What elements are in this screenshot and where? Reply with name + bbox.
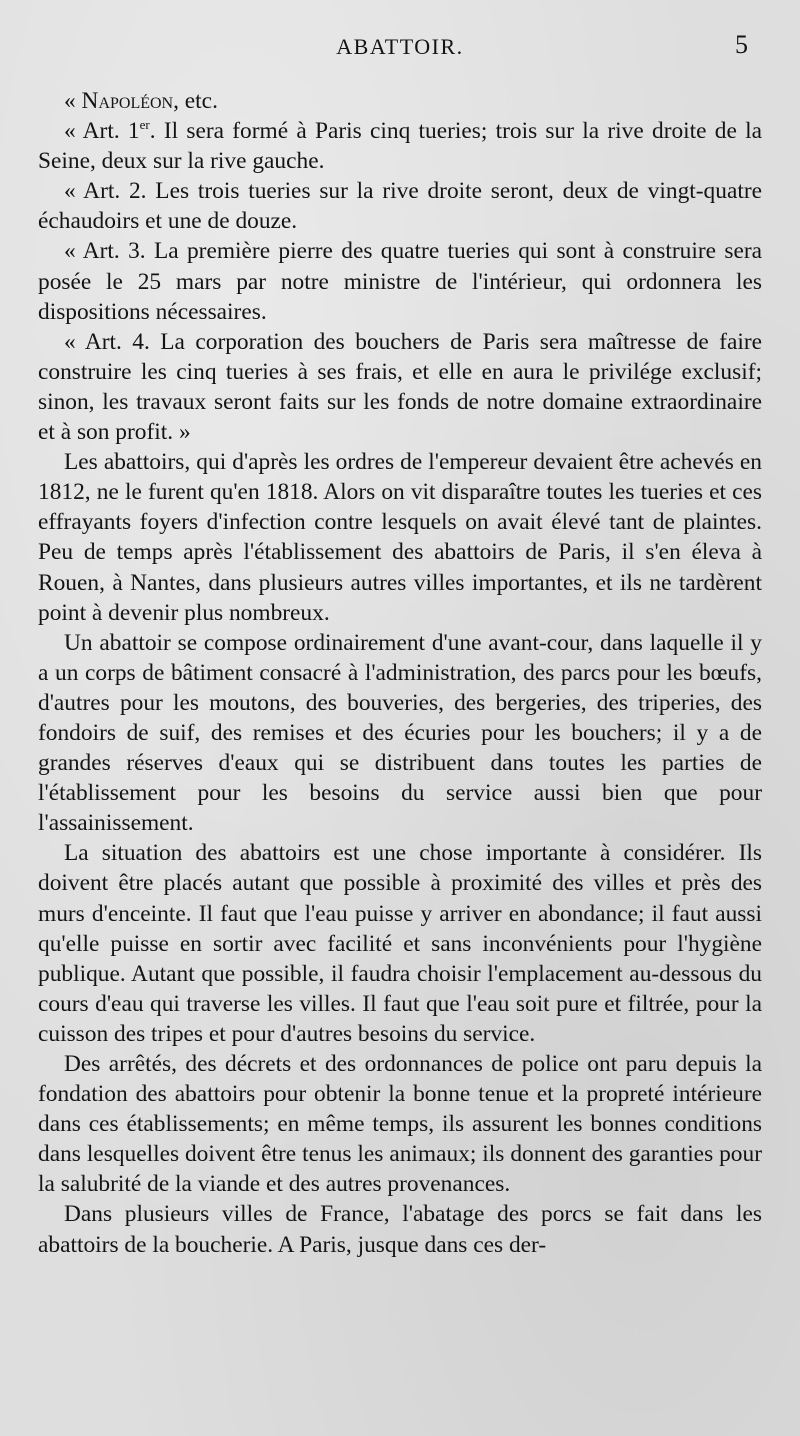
decree-signatory-line <box>38 86 762 116</box>
paragraph-police-ordinances: Des arrêtés, des décrets et des ordonnances de police ont paru depuis la fondation des abattoirs pour obtenir la bonne tenue et la propreté intérieure dans ces établissements; en même temps, ils assurent les bonnes conditions dans lesquelles doivent être tenus les animaux; ils donnent des garanties pour la salubrité de la viande et des autres provenances. <box>38 1051 762 1198</box>
decree-article-1 <box>38 116 762 176</box>
page-number: 5 <box>735 30 748 59</box>
decree-article-4: « Art. 4. La corporation des bouchers de Paris sera maîtresse de faire construire les cinq tueries à ses frais, et elle en aura le privilége exclusif; sinon, les travaux seront faits sur les fonds de notre domaine extraordinaire et à son profit. » <box>38 328 762 446</box>
article-1-prefix: « Art. 1 <box>64 118 140 145</box>
running-head <box>0 30 800 70</box>
paragraph-pork-slaughter: Dans plusieurs villes de France, l'abatage des porcs se fait dans les abattoirs de la boucherie. A Paris, jusque dans ces der- <box>38 1201 762 1258</box>
paragraph-abattoir-situation: La situation des abattoirs est une chose importante à considérer. Ils doivent être placés autant que possible à proximité des villes et près des murs d'enceinte. Il faut que l'eau puisse y arriver en abondance; il faut aussi qu'elle puisse en sortir avec facilité et sans inconvénients pour l'hygiène publique. Autant que possible, il faudra choisir l'emplacement au-dessous du cours d'eau qui traverse les villes. Il faut que l'eau soit pure et filtrée, pour la cuisson des tripes et pour d'autres besoins du service. <box>38 840 762 1047</box>
body-text <box>38 86 762 1260</box>
decree-article-2: « Art. 2. Les trois tueries sur la rive droite seront, deux de vingt-quatre échaudoirs et une de douze. <box>38 178 762 235</box>
opening-quote: « <box>64 88 82 114</box>
signatory-tail: , etc. <box>173 88 218 114</box>
signatory-name: Napoléon <box>81 88 174 114</box>
article-1-text: . Il sera formé à Paris cinq tueries; trois sur la rive droite de la Seine, deux sur la rive gauche. <box>38 118 762 175</box>
paragraph-abattoir-composition: Un abattoir se compose ordinairement d'une avant-cour, dans laquelle il y a un corps de bâtiment consacré à l'administration, des parcs pour les bœufs, d'autres pour les moutons, des bouveries, des bergeries, des triperies, des fondoirs de suif, des remises et des écuries pour les bouchers; il y a de grandes réserves d'eaux qui se distribuent dans toutes les parties de l'établissement pour les besoins du service aussi bien que pour l'assainissement. <box>38 629 762 837</box>
paragraph-abattoirs-history: Les abattoirs, qui d'après les ordres de l'empereur devaient être achevés en 1812, ne le furent qu'en 1818. Alors on vit disparaître toutes les tueries et ces effrayants foyers d'infection contre lesquels on avait élevé tant de plaintes. Peu de temps après l'établissement des abattoirs de Paris, il s'en éleva à Rouen, à Nantes, dans plusieurs autres villes importantes, et ils ne tardèrent point à devenir plus nombreux. <box>38 449 762 626</box>
running-title: ABATTOIR. <box>336 34 464 59</box>
article-1-ordinal: er <box>139 117 150 133</box>
decree-article-3: « Art. 3. La première pierre des quatre tueries qui sont à construire sera posée le 25 mars par notre ministre de l'intérieur, qui ordonnera les dispositions nécessaires. <box>38 238 762 325</box>
